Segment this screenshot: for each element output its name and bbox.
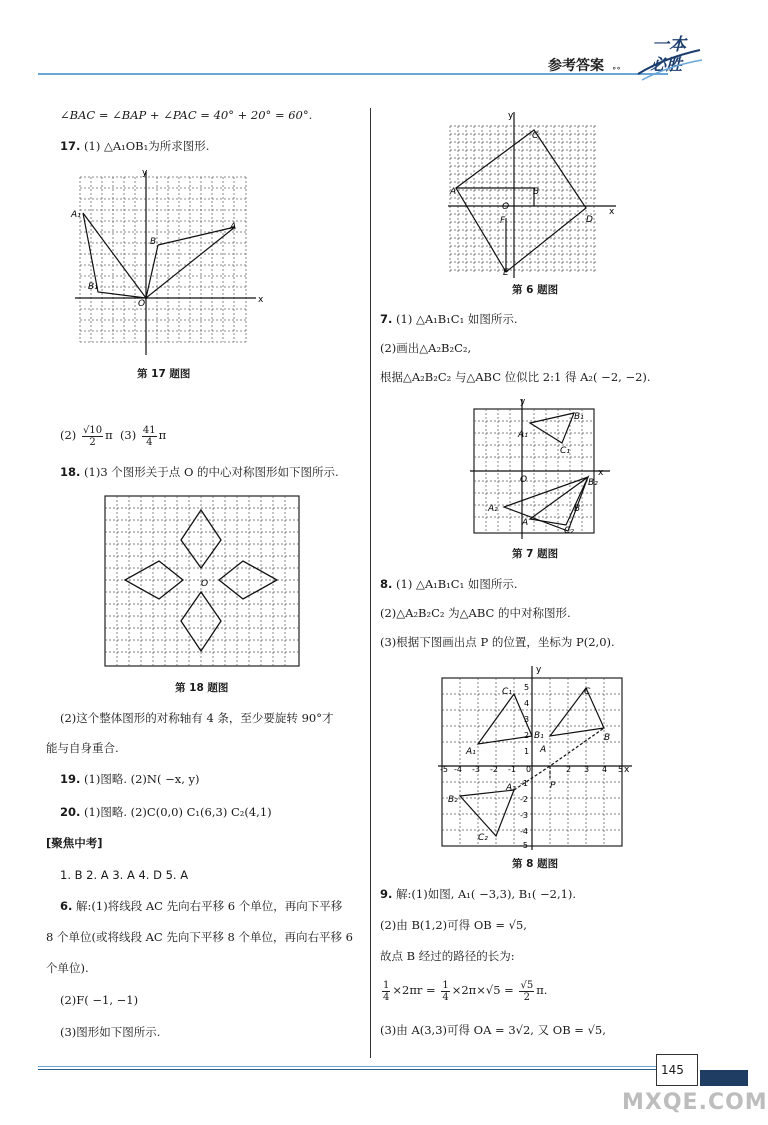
q20-number: 20. — [60, 805, 81, 819]
q19-text: (1)图略. (2)N( −x, y) — [84, 772, 200, 786]
text-line: (3)根据下图画出点 P 的位置，坐标为 P(2,0). — [380, 635, 615, 649]
svg-text:A: A — [522, 518, 529, 528]
svg-text:x: x — [598, 468, 604, 478]
q7-number: 7. — [380, 312, 393, 326]
svg-text:4: 4 — [524, 699, 530, 708]
svg-text:-2: -2 — [490, 765, 498, 774]
text-line: (2)△A₂B₂C₂ 为△ABC 的中对称图形. — [380, 606, 571, 620]
text-line: 8 个单位(或将线段 AC 先向下平移 8 个单位，再向右平移 6 — [46, 930, 353, 944]
column-divider — [370, 108, 371, 1058]
svg-text:A₂: A₂ — [488, 504, 498, 514]
q8-text: (1) △A₁B₁C₁ 如图所示. — [396, 577, 518, 591]
svg-text:-1: -1 — [520, 779, 528, 788]
q7-line — [380, 311, 518, 327]
svg-text:-3: -3 — [472, 765, 480, 774]
svg-text:y: y — [508, 111, 514, 121]
svg-text:B₂: B₂ — [448, 795, 458, 805]
axis-x-label: x — [258, 295, 264, 305]
q18-text: (1)3 个图形关于点 O 的中心对称图形如下图所示. — [84, 465, 339, 479]
svg-text:C: C — [532, 131, 539, 141]
svg-text:C₂: C₂ — [564, 526, 574, 536]
q6-number: 6. — [60, 899, 73, 913]
q17-part2-label: (2) — [60, 428, 77, 442]
svg-text:y: y — [536, 665, 542, 675]
svg-text:4: 4 — [602, 765, 608, 774]
figure-caption: 第 7 题图 — [512, 548, 559, 560]
svg-text:A₂: A₂ — [506, 783, 516, 793]
fraction: $\frac{√5}{2}$ — [520, 979, 534, 1003]
fraction: $\frac{1}{4}$ — [442, 979, 449, 1003]
svg-text:-1: -1 — [508, 765, 516, 774]
q17-number: 17. — [60, 139, 81, 153]
q8-line — [380, 576, 518, 592]
q7-text: (1) △A₁B₁C₁ 如图所示. — [396, 312, 518, 326]
fraction: $\frac{1}{4}$ — [383, 979, 390, 1003]
svg-text:-2: -2 — [520, 795, 528, 804]
svg-text:B₂: B₂ — [588, 478, 598, 488]
figure-caption: 第 17 题图 — [137, 368, 191, 380]
q17-part3-label: (3) — [119, 428, 137, 442]
svg-text:B: B — [533, 187, 540, 197]
q9-line — [380, 886, 576, 902]
text-line: 个单位). — [46, 961, 89, 975]
q9-text: 解:(1)如图, A₁( −3,3), B₁( −2,1). — [396, 887, 577, 901]
focus-heading: [聚焦中考] — [46, 836, 103, 850]
svg-text:y: y — [520, 397, 526, 407]
text-line: (2)F( −1, −1) — [60, 993, 139, 1007]
q20-line — [60, 804, 272, 820]
text-line: (3)由 A(3,3)可得 OA = 3√2, 又 OB = √5, — [380, 1023, 606, 1037]
q17-text: (1) △A₁OB₁为所求图形. — [84, 139, 210, 153]
q9-number: 9. — [380, 887, 393, 901]
svg-text:A₁: A₁ — [466, 747, 476, 757]
svg-text:A: A — [450, 187, 457, 197]
text-line: 故点 B 经过的路径的长为: — [380, 949, 515, 963]
section-title: 参考答案 — [548, 58, 604, 74]
q6-line — [60, 898, 342, 914]
figure-18 — [104, 495, 300, 667]
q19-number: 19. — [60, 772, 81, 786]
text-line: (2)由 B(1,2)可得 OB = √5, — [380, 918, 527, 932]
text-line: (2)画出△A₂B₂C₂, — [380, 341, 472, 355]
svg-text:x: x — [624, 765, 630, 775]
point-label: A₁ — [71, 210, 81, 220]
svg-text:F: F — [500, 216, 506, 226]
fraction: $\frac{√10}{2}$ — [82, 424, 103, 448]
svg-text:B₁: B₁ — [574, 412, 584, 422]
q8-number: 8. — [380, 577, 393, 591]
page-number: 145 — [661, 1063, 684, 1077]
figure-caption: 第 18 题图 — [175, 682, 229, 694]
q19-line — [60, 771, 200, 787]
figure-17 — [70, 165, 270, 360]
footer-rule — [38, 1066, 658, 1067]
svg-text:0: 0 — [526, 765, 532, 774]
text-line: (3)图形如下图所示. — [60, 1025, 161, 1039]
svg-text:C₂: C₂ — [478, 833, 488, 843]
brand-logo: 一本 必胜 — [634, 30, 704, 80]
svg-text:C: C — [584, 687, 591, 697]
svg-text:x: x — [609, 207, 615, 217]
svg-text:-3: -3 — [520, 811, 528, 820]
figure-6 — [446, 108, 626, 280]
formula-part: π. — [536, 983, 548, 997]
formula-part: ×2πr = — [392, 983, 436, 997]
svg-text:D: D — [586, 215, 593, 225]
q20-text: (1)图略. (2)C(0,0) C₁(6,3) C₂(4,1) — [84, 805, 272, 819]
q17-parts — [60, 420, 166, 450]
origin-label: O — [201, 579, 209, 589]
point-label: B₁ — [88, 282, 98, 292]
page-number-box — [656, 1054, 698, 1086]
svg-text:B₁: B₁ — [534, 731, 544, 741]
text-line: 根据△A₂B₂C₂ 与△ABC 位似比 2:1 得 A₂( −2, −2). — [380, 370, 651, 384]
pi-symbol: π — [158, 428, 167, 442]
svg-text:-4: -4 — [454, 765, 462, 774]
axis-y-label: y — [142, 168, 148, 178]
q18-line — [60, 464, 339, 480]
svg-text:O: O — [520, 475, 528, 485]
svg-text:5: 5 — [618, 765, 624, 774]
svg-text:P: P — [550, 781, 556, 791]
origin-label: O — [138, 299, 146, 309]
figure-caption: 第 6 题图 — [512, 284, 559, 296]
point-label: B — [150, 237, 157, 247]
svg-text:C₁: C₁ — [502, 687, 512, 697]
svg-text:3: 3 — [524, 715, 530, 724]
svg-text:-4: -4 — [520, 827, 528, 836]
footer-rule-dark — [38, 1069, 658, 1070]
svg-text:O: O — [502, 202, 510, 212]
svg-text:-5: -5 — [520, 841, 528, 850]
choice-answers: 1. B 2. A 3. A 4. D 5. A — [60, 868, 189, 882]
figure-caption: 第 8 题图 — [512, 858, 559, 870]
svg-text:B: B — [574, 504, 581, 514]
watermark: MXQE.COM — [622, 1090, 768, 1115]
header-dots: ∘∘ — [612, 64, 621, 74]
svg-text:3: 3 — [584, 765, 590, 774]
figure-8 — [438, 660, 634, 852]
svg-text:C₁: C₁ — [560, 446, 570, 456]
svg-text:A: A — [540, 745, 547, 755]
formula-part: ×2π×√5 = — [451, 983, 514, 997]
svg-text:B: B — [604, 733, 611, 743]
svg-text:2: 2 — [566, 765, 572, 774]
svg-text:E: E — [503, 268, 509, 278]
svg-text:A₁: A₁ — [518, 430, 528, 440]
q18-number: 18. — [60, 465, 81, 479]
q9-formula — [380, 975, 547, 1005]
fraction: $\frac{41}{4}$ — [142, 424, 156, 448]
svg-text:-5: -5 — [440, 765, 448, 774]
q17-line — [60, 138, 209, 154]
text-line: 能与自身重合. — [46, 741, 119, 755]
svg-text:2: 2 — [524, 731, 530, 740]
text-line: ∠BAC = ∠BAP + ∠PAC = 40° + 20° = 60°. — [60, 108, 313, 122]
pi-symbol: π — [105, 428, 113, 442]
point-label: A — [230, 222, 237, 232]
page-corner-tab — [700, 1070, 748, 1086]
text-line: (2)这个整体图形的对称轴有 4 条，至少要旋转 90°才 — [60, 711, 334, 725]
q6-text: 解:(1)将线段 AC 先向右平移 6 个单位，再向下平移 — [76, 899, 343, 913]
svg-text:1: 1 — [524, 747, 530, 756]
figure-7 — [470, 395, 620, 545]
svg-text:5: 5 — [524, 683, 530, 692]
